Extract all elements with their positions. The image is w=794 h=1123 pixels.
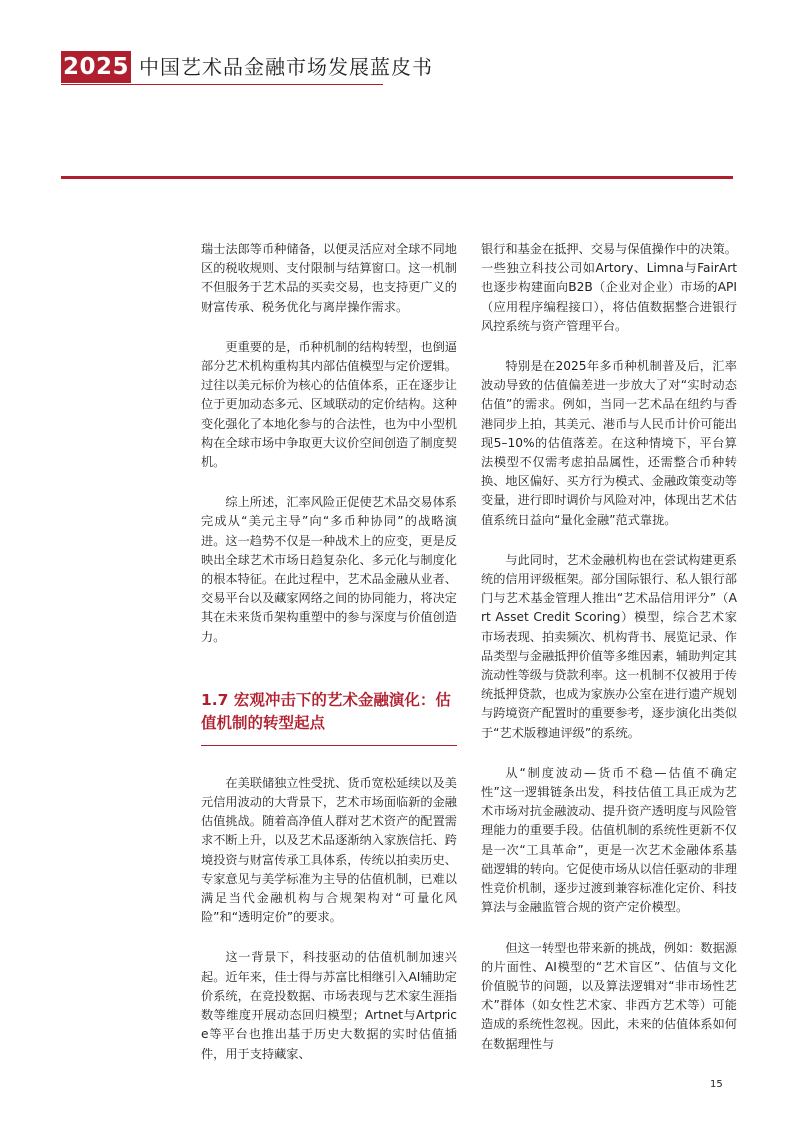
paragraph: 更重要的是，币种机制的结构转型，也倒逼部分艺术机构重构其内部估值模型与定价逻辑。过往以美元标价为核心的估值体系，正在逐步让位于更加动态多元、区域联动的定价结构。这种变化强化了本地化参与的合法性，也为中小型机构在全球市场中争取更大议价空间创造了制度契机。 xyxy=(201,339,457,470)
year-badge: 2025 xyxy=(61,51,131,83)
paragraph: 与此同时，艺术金融机构也在尝试构建更系统的信用评级框架。部分国际银行、私人银行部门与艺术基金管理人推出“艺术品信用评分”（Art Asset Credit Scoring）模型，综合艺术家市场表现、拍卖频次、机构背书、展览记录、作品类型与金融抵押价值等多维因素，辅助判定其流动性等级与贷款利率。这一机制不仅被用于传统抵押贷款，也成为家族办公室在进行遗产规划与跨境资产配置时的重要参考，逐步演化出类似于“艺术版穆迪评级”的系统。 xyxy=(481,552,737,740)
paragraph: 这一背景下，科技驱动的估值机制加速兴起。近年来，佳士得与苏富比相继引入AI辅助定价系统，在竞投数据、市场表现与艺术家生涯指数等维度开展动态回归模型；Artnet与Artprice等平台也推出基于历史大数据的实时估值插件，用于支持藏家、 xyxy=(201,950,457,1061)
paragraph: 银行和基金在抵押、交易与保值操作中的决策。一些独立科技公司如Artory、Limna与FairArt也逐步构建面向B2B（企业对企业）市场的API（应用程序编程接口），将估值数据整合进银行风控系统与资产管理平台。 xyxy=(481,242,737,333)
paragraph: 但这一转型也带来新的挑战，例如：数据源的片面性、AI模型的“艺术盲区”、估值与文化价值脱节的问题，以及算法逻辑对“非市场性艺术”群体（如女性艺术家、非西方艺术等）可能造成的系统性忽视。因此，未来的估值体系如何在数据理性与 xyxy=(481,940,737,1051)
page-number: 15 xyxy=(710,1079,723,1090)
section-heading: 1.7 宏观冲击下的艺术金融演化：估值机制的转型起点 xyxy=(201,689,457,746)
paragraph: 综上所述，汇率风险正促使艺术品交易体系完成从“美元主导”向“多币种协同”的战略演进。这一趋势不仅是一种战术上的应变，更是反映出全球艺术市场日趋复杂化、多元化与制度化的根本特征。在此过程中，艺术品金融从业者、交易平台以及藏家网络之间的协同能力，将决定其在未来货币架构重塑中的参与深度与价值创造力。 xyxy=(201,495,457,644)
header-thick-divider xyxy=(61,176,733,179)
right-column xyxy=(481,240,737,1075)
paragraph: 瑞士法郎等币种储备，以便灵活应对全球不同地区的税收规则、支付限制与结算窗口。这一机制不但服务于艺术品的买卖交易，也支持更广义的财富传承、税务优化与离岸操作需求。 xyxy=(201,242,457,314)
book-title: 中国艺术品金融市场发展蓝皮书 xyxy=(139,55,433,79)
header-divider xyxy=(61,84,383,85)
paragraph: 从“制度波动—货币不稳—估值不确定性”这一逻辑链条出发，科技估值工具正成为艺术市场对抗金融波动、提升资产透明度与风险管理能力的重要手段。估值机制的系统性更新不仅是一次“工具革命”，更是一次艺术金融体系基础逻辑的转向。它促使市场从以信任驱动的非理性竞价机制，逐步过渡到兼容标准化定价、科技算法与金融监管合规的资产定价模型。 xyxy=(481,765,737,915)
left-column xyxy=(201,240,457,1085)
paragraph: 在美联储独立性受扰、货币宽松延续以及美元信用波动的大背景下，艺术市场面临新的金融估值挑战。随着高净值人群对艺术资产的配置需求不断上升，以及艺术品逐渐纳入家族信托、跨境投资与财富传承工具体系，传统以拍卖历史、专家意见与美学标准为主导的估值机制，已难以满足当代金融机构与合规架构对“可量化风险”和“透明定价”的要求。 xyxy=(201,775,457,925)
paragraph: 特别是在2025年多币种机制普及后，汇率波动导致的估值偏差进一步放大了对“实时动态估值”的需求。例如，当同一艺术品在纽约与香港同步上拍，其美元、港币与人民币计价可能出现5–10%的估值落差。在这种情境下，平台算法模型不仅需考虑拍品属性，还需整合币种转换、地区偏好、买方行为模式、金融政策变动等变量，进行即时调价与风险对冲，体现出艺术估值系统日益向“量化金融”范式靠拢。 xyxy=(481,359,737,527)
